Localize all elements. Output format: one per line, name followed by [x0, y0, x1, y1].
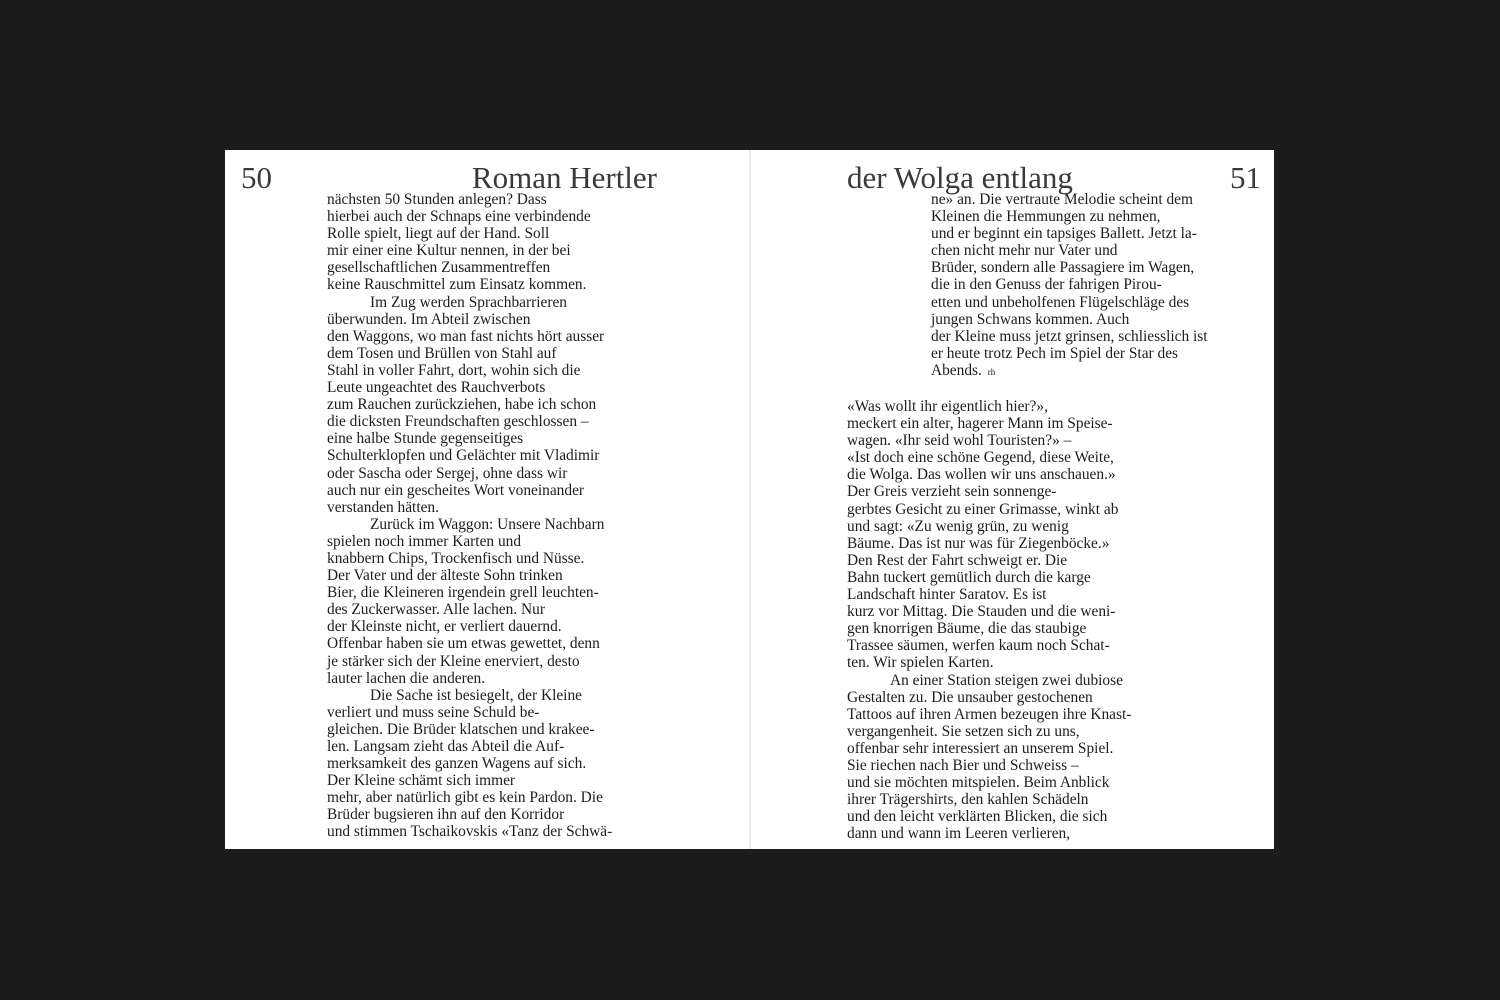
text-line: Rolle spielt, liegt auf der Hand. Soll — [327, 225, 550, 243]
text-line: auch nur ein gescheites Wort voneinander — [327, 481, 585, 499]
text-line: lauter lachen die anderen. — [327, 669, 486, 687]
text-line: Bäume. Das ist nur was für Ziegenböcke.» — [847, 534, 1110, 552]
text-line — [931, 362, 1266, 381]
text-line: keine Rauschmittel zum Einsatz kommen. — [327, 276, 587, 294]
text-line: zum Rauchen zurückziehen, habe ich schon — [327, 396, 597, 414]
text-line: merksamkeit des ganzen Wagens auf sich. — [327, 755, 587, 773]
gutter-fold — [749, 150, 751, 849]
text-line: «Ist doch eine schöne Gegend, diese Weite, — [847, 449, 1114, 467]
text-line: des Zuckerwasser. Alle lachen. Nur — [327, 601, 545, 619]
text-line: Die Sache ist besiegelt, der Kleine — [370, 686, 582, 704]
text-line: Tattoos auf ihren Armen bezeugen ihre Knast- — [847, 705, 1132, 723]
text-line: und stimmen Tschaikovskis «Tanz der Schwä- — [327, 823, 613, 841]
text-line: Sie riechen nach Bier und Schweiss – — [847, 756, 1079, 774]
text-line: überwunden. Im Abteil zwischen — [327, 310, 531, 328]
text-line: vergangenheit. Sie setzen sich zu uns, — [847, 722, 1080, 740]
text-line: der Kleinste nicht, er verliert dauernd. — [327, 618, 562, 636]
text-line: spielen noch immer Karten und — [327, 532, 522, 550]
text-line: je stärker sich der Kleine enerviert, desto — [327, 652, 580, 670]
text-line: die dicksten Freundschaften geschlossen – — [327, 413, 589, 431]
text-line: den Waggons, wo man fast nichts hört ausser — [327, 327, 605, 345]
text-line: Den Rest der Fahrt schweigt er. Die — [847, 551, 1068, 569]
text-line: gerbtes Gesicht zu einer Grimasse, winkt ab — [847, 500, 1119, 518]
author-initials: rh — [987, 366, 996, 377]
left-page-number: 50 — [241, 160, 272, 195]
text-line: Offenbar haben sie um etwas gewettet, denn — [327, 635, 600, 653]
text-line: Trassee säumen, werfen kaum noch Schat- — [847, 637, 1110, 655]
text-line: ten. Wir spielen Karten. — [847, 654, 994, 672]
left-text-column — [327, 191, 667, 841]
text-line: Der Kleine schämt sich immer — [327, 772, 516, 790]
text-line: knabbern Chips, Trockenfisch und Nüsse. — [327, 549, 585, 567]
text-line: Bier, die Kleineren irgendein grell leuchten- — [327, 584, 599, 602]
text-line: Stahl in voller Fahrt, dort, wohin sich die — [327, 361, 581, 379]
text-line: Der Vater und der älteste Sohn trinken — [327, 567, 563, 585]
text-line: verstanden hätten. — [327, 498, 439, 516]
right-text-block-bottom — [847, 398, 1177, 842]
text-line: etten und unbeholfenen Flügelschläge des — [931, 293, 1190, 311]
text-line: und sie möchten mitspielen. Beim Anblick — [847, 774, 1110, 792]
text-line: ne» an. Die vertraute Melodie scheint dem — [931, 191, 1193, 208]
text-line: und er beginnt ein tapsiges Ballett. Jetzt la- — [931, 225, 1197, 243]
text-line: Leute ungeachtet des Rauchverbots — [327, 379, 546, 397]
text-line: meckert ein alter, hagerer Mann im Speise- — [847, 415, 1113, 433]
text-line: Schulterklopfen und Gelächter mit Vladimir — [327, 447, 600, 465]
text-line: und den leicht verklärten Blicken, die sich — [847, 808, 1108, 826]
text-line: dann und wann im Leeren verlieren, — [847, 825, 1071, 843]
text-line: Kleinen die Hemmungen zu nehmen, — [931, 208, 1161, 226]
text-line: ihrer Trägershirts, den kahlen Schädeln — [847, 791, 1089, 809]
text-line: gen knorrigen Bäume, die das staubige — [847, 620, 1087, 638]
text-line: eine halbe Stunde gegenseitiges — [327, 430, 524, 448]
right-page-number: 51 — [1230, 160, 1261, 195]
text-line: Brüder bugsieren ihn auf den Korridor — [327, 806, 565, 824]
text-line: Bahn tuckert gemütlich durch die karge — [847, 568, 1091, 586]
left-running-head: Roman Hertler — [471, 160, 657, 195]
text-line: «Was wollt ihr eigentlich hier?», — [847, 398, 1048, 415]
text-line: nächsten 50 Stunden anlegen? Dass — [327, 191, 547, 208]
text-line: An einer Station steigen zwei dubiose — [890, 671, 1123, 689]
text-line: die Wolga. Das wollen wir uns anschauen.» — [847, 466, 1116, 484]
text-line: dem Tosen und Brüllen von Stahl auf — [327, 344, 557, 362]
text-line: der Kleine muss jetzt grinsen, schliesslich ist — [931, 327, 1208, 345]
text-line: hierbei auch der Schnaps eine verbindende — [327, 208, 591, 226]
text-line: wagen. «Ihr seid wohl Touristen?» – — [847, 432, 1072, 450]
text-line: Im Zug werden Sprachbarrieren — [370, 293, 567, 311]
right-text-block-top — [931, 191, 1266, 381]
text-line: Der Greis verzieht sein sonnenge- — [847, 483, 1057, 501]
text-line: er heute trotz Pech im Spiel der Star des — [931, 344, 1179, 362]
text-line: Gestalten zu. Die unsauber gestochenen — [847, 688, 1093, 706]
text-line: offenbar sehr interessiert an unserem Spiel. — [847, 739, 1114, 757]
text-line: gleichen. Die Brüder klatschen und krakee- — [327, 720, 595, 738]
text-line: mehr, aber natürlich gibt es kein Pardon. Die — [327, 789, 603, 807]
closing-line: Abends. — [931, 361, 982, 379]
right-running-head: der Wolga entlang — [847, 160, 1073, 195]
text-line: len. Langsam zieht das Abteil die Auf- — [327, 738, 565, 755]
text-line: kurz vor Mittag. Die Stauden und die weni- — [847, 603, 1116, 621]
text-line: und sagt: «Zu wenig grün, zu wenig — [847, 517, 1069, 535]
text-line: chen nicht mehr nur Vater und — [931, 242, 1118, 260]
text-line: gesellschaftlichen Zusammentreffen — [327, 259, 551, 277]
text-line: verliert und muss seine Schuld be- — [327, 703, 540, 721]
text-line: oder Sascha oder Sergej, ohne dass wir — [327, 464, 568, 482]
text-line: Landschaft hinter Saratov. Es ist — [847, 586, 1047, 604]
text-line: Zurück im Waggon: Unsere Nachbarn — [370, 515, 605, 533]
text-line: jungen Schwans kommen. Auch — [931, 310, 1130, 328]
text-line: mir einer eine Kultur nennen, in der bei — [327, 242, 571, 260]
text-line: die in den Genuss der fahrigen Pirou- — [931, 276, 1162, 294]
text-line: Brüder, sondern alle Passagiere im Wagen, — [931, 259, 1195, 277]
book-spread — [225, 150, 1274, 849]
